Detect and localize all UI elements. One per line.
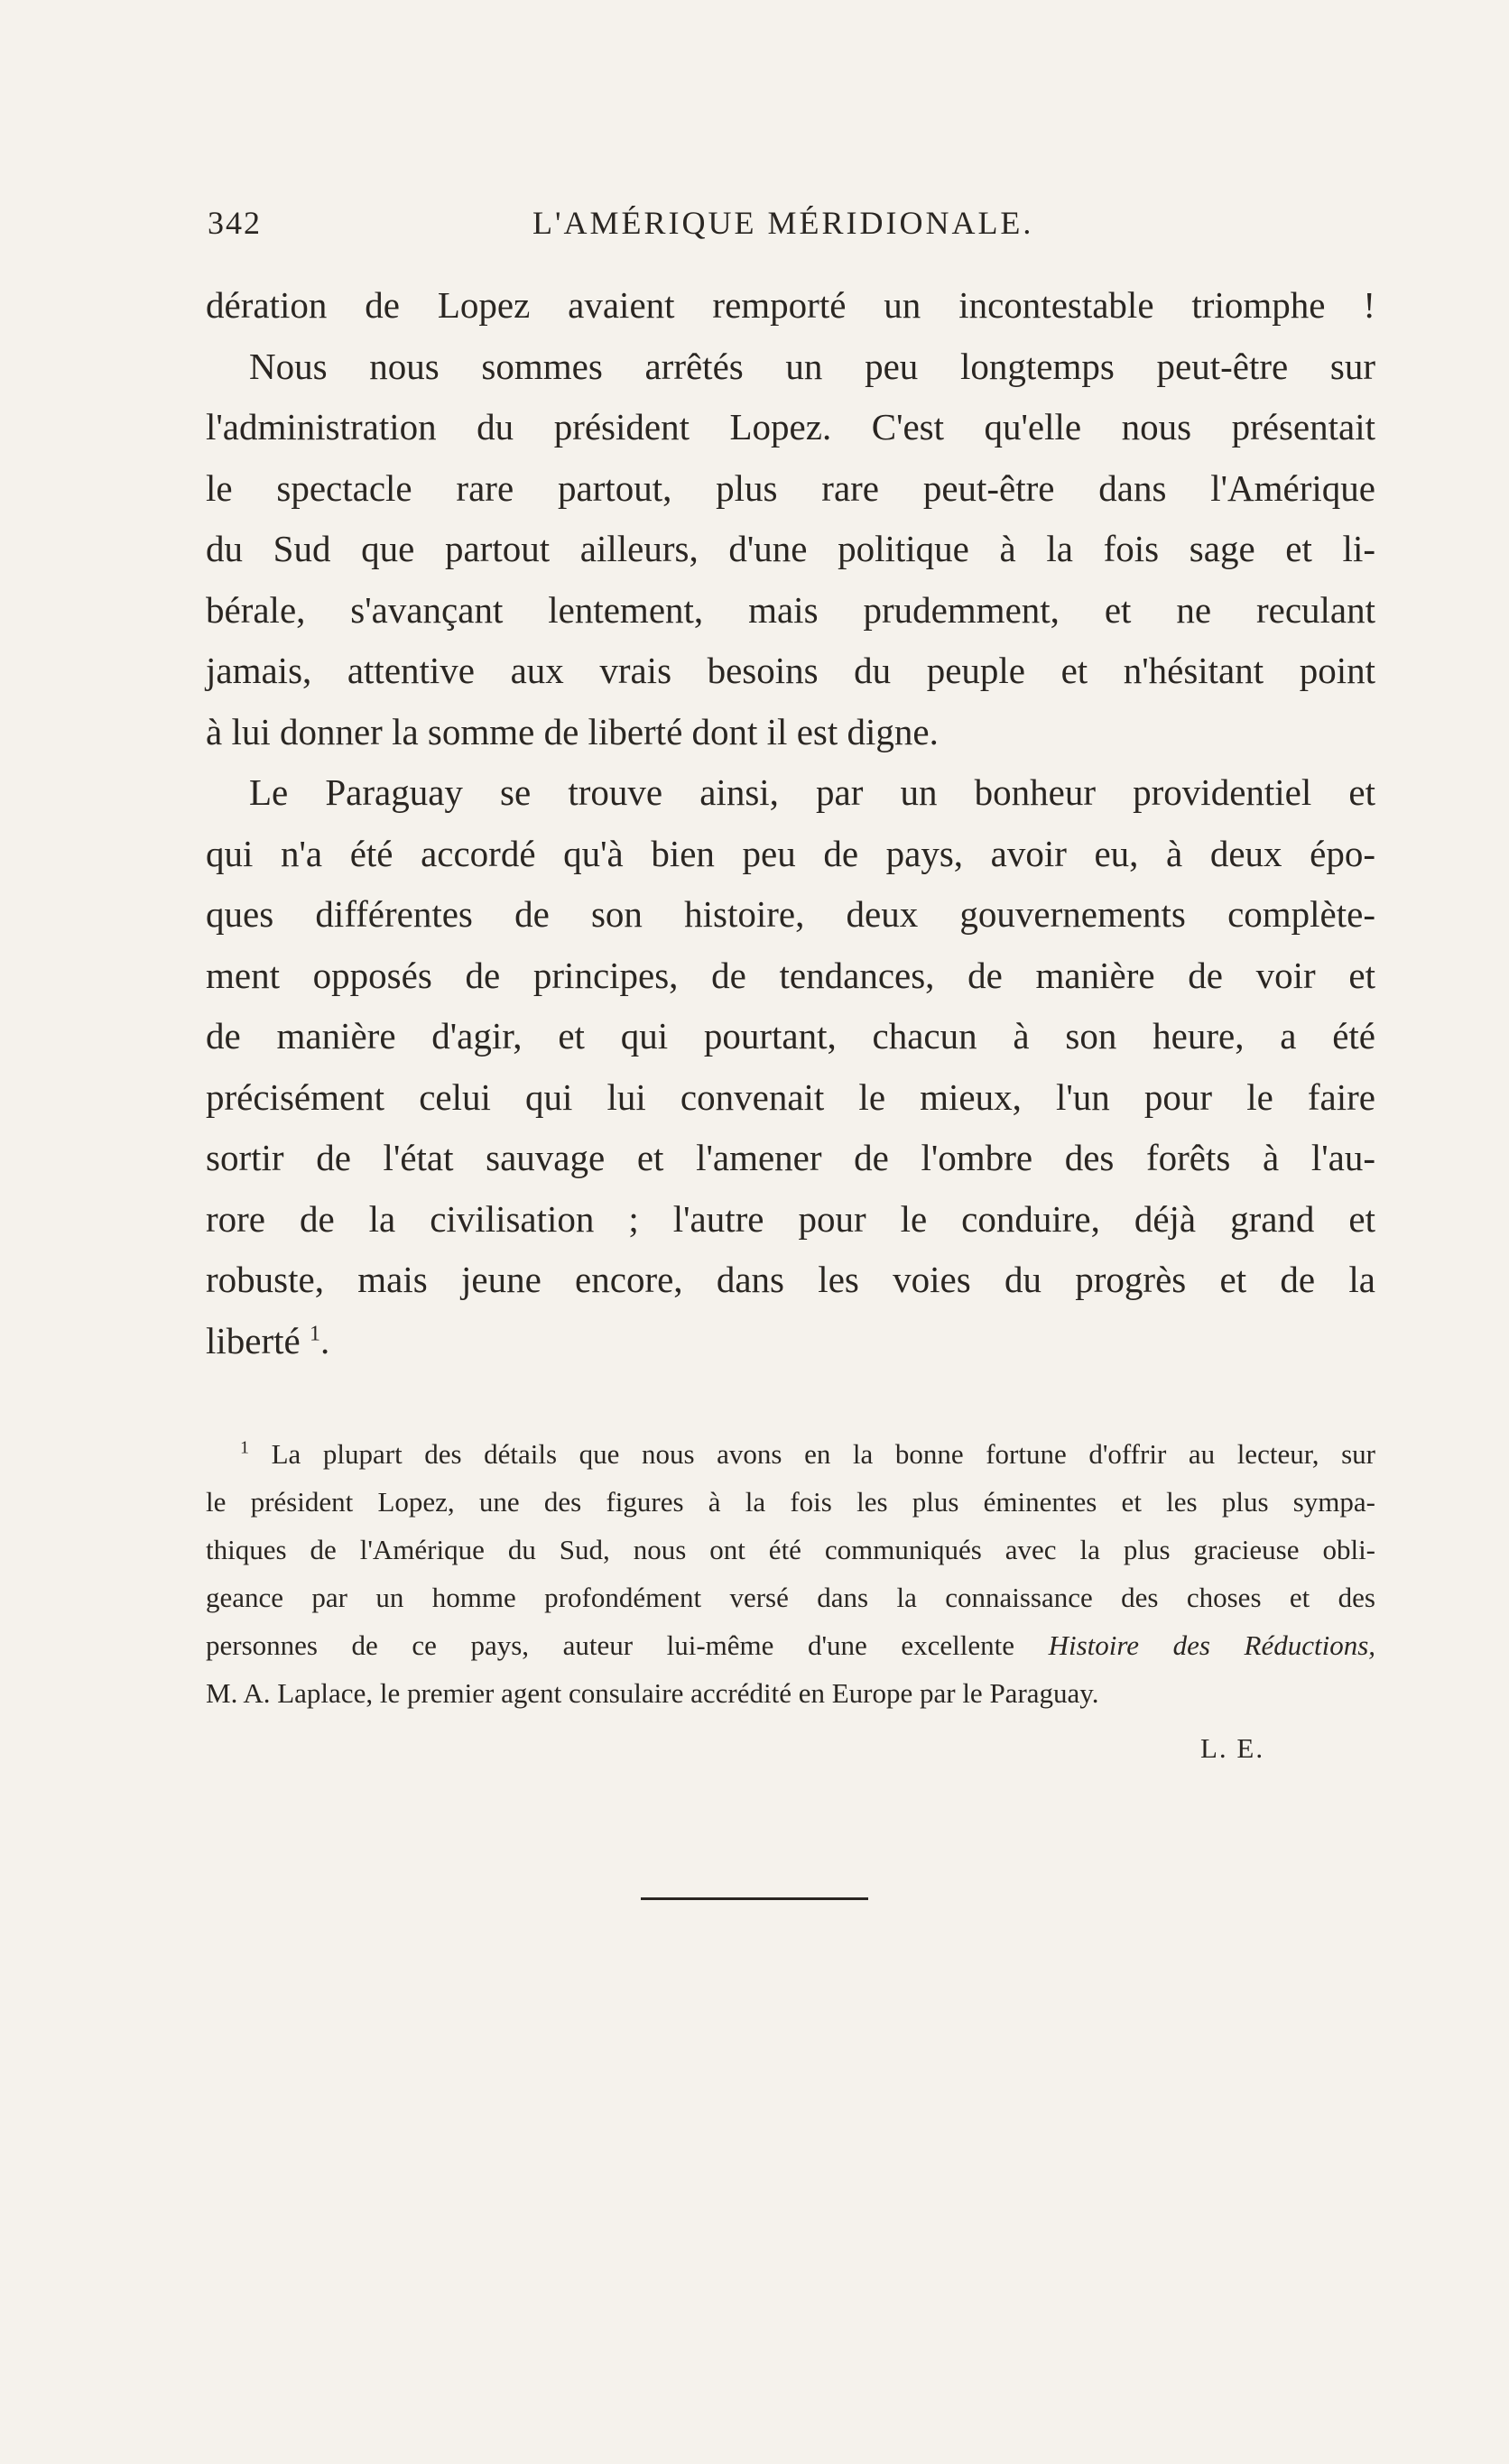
text-line: dération de Lopez avaient remporté un incontestable triomphe ! <box>206 284 1375 326</box>
text-line: robuste, mais jeune encore, dans les voies du progrès et de la <box>206 1259 1375 1300</box>
footnote-line: geance par un homme profondément versé dans la connaissance des choses et des <box>206 1582 1375 1613</box>
text-line: ment opposés de principes, de tendances, de manière de voir et <box>206 954 1375 996</box>
text-line: Nous nous sommes arrêtés un peu longtemps peut-être sur <box>249 345 1375 387</box>
end-rule <box>641 1897 868 1900</box>
text-line-final <box>206 1311 1375 1372</box>
footnote-line: thiques de l'Amérique du Sud, nous ont été communiqués avec la plus gracieuse obli- <box>206 1534 1375 1565</box>
footnote-reference[interactable]: 1 <box>309 1321 320 1345</box>
final-period: . <box>319 1319 330 1361</box>
text-line: jamais, attentive aux vrais besoins du peuple et n'hésitant point <box>206 650 1375 691</box>
footnote-marker: 1 <box>240 1437 249 1458</box>
text-line: du Sud que partout ailleurs, d'une politique à la fois sage et li- <box>206 528 1375 569</box>
text-line: précisément celui qui lui convenait le mieux, l'un pour le faire <box>206 1075 1375 1118</box>
running-head <box>208 204 1381 249</box>
footnote-line <box>206 1621 1375 1669</box>
footnote-signature: L. E. <box>1200 1732 1265 1764</box>
footnote-line: le président Lopez, une des figures à la fois les plus éminentes et les plus sympa- <box>206 1486 1375 1518</box>
running-title: L'AMÉRIQUE MÉRIDIONALE. <box>532 205 1034 241</box>
text-line: sortir de l'état sauvage et l'amener de l'ombre des forêts à l'au- <box>206 1137 1375 1178</box>
footnote-line: M. A. Laplace, le premier agent consulaire accrédité en Europe par le Paraguay. <box>206 1677 1099 1709</box>
text-line: bérale, s'avançant lentement, mais prudemment, et ne reculant <box>206 588 1375 631</box>
text-line: ques différentes de son histoire, deux gouvernements complète- <box>206 893 1375 935</box>
text-line: à lui donner la somme de liberté dont il est digne. <box>206 710 939 752</box>
text-line: qui n'a été accordé qu'à bien peu de pays, avoir eu, à deux épo- <box>206 832 1375 874</box>
page-number: 342 <box>208 205 262 241</box>
text-line: rore de la civilisation ; l'autre pour le conduire, déjà grand et <box>206 1197 1375 1240</box>
book-title-italic: Histoire des Réductions, <box>1048 1629 1376 1661</box>
footnote-line <box>206 1430 1375 1478</box>
text-line: Le Paraguay se trouve ainsi, par un bonheur providentiel et <box>249 771 1375 813</box>
footnote <box>206 1430 1375 1717</box>
footnote-text: personnes de ce pays, auteur lui-même d'une excellente <box>206 1629 1015 1661</box>
footnote-text: La plupart des détails que nous avons en la bonne fortune d'offrir au lecteur, sur <box>271 1438 1376 1470</box>
body-text <box>206 275 1375 1371</box>
text-line: de manière d'agir, et qui pourtant, chacun à son heure, a été <box>206 1015 1375 1057</box>
text-line: l'administration du président Lopez. C'est qu'elle nous présentait <box>206 406 1375 448</box>
text-line: le spectacle rare partout, plus rare peut-être dans l'Amérique <box>206 466 1375 509</box>
text-line-final-words: liberté <box>206 1319 301 1361</box>
